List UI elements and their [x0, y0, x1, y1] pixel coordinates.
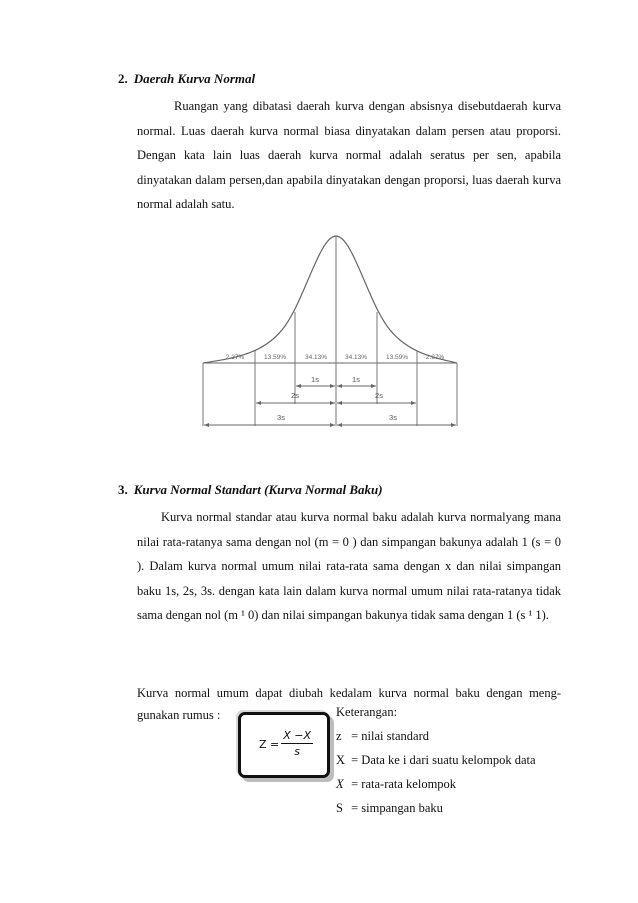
- s-label-right-2s: 2s: [375, 391, 383, 400]
- keterangan-title: Keterangan:: [336, 705, 398, 719]
- keterangan-desc: = Data ke i dari suatu kelompok data: [351, 753, 536, 767]
- sigma-vertical-lines: [203, 236, 457, 426]
- normal-curve-figure: [195, 226, 465, 436]
- pct-label: 2.27%: [225, 354, 245, 361]
- s-label-left-1s: 1s: [311, 375, 319, 384]
- section-3-paragraph-2: Kurva normal umum dapat diubah kedalam kurva normal baku dengan meng-gunakan rumus :: [137, 686, 561, 722]
- formula-numerator: X −X: [283, 729, 312, 742]
- section-2-paragraph: Ruangan yang dibatasi daerah kurva dengan absisnya disebutdaerah kurva normal. Luas daerah kurva normal biasa dinyatakan dalam persen atau proporsi. Dengan kata lain luas daerah kurva normal adalah seratus per sen, apabila dinyatakan dalam persen,dan apabila dinyatakan dengan proporsi, luas daerah kurva normal adalah satu.: [137, 99, 561, 211]
- keterangan-symbol: S: [336, 801, 343, 815]
- section-3-body: [137, 505, 561, 628]
- pct-label: 34.13%: [304, 354, 328, 361]
- keterangan-item: [336, 748, 536, 772]
- formula-lhs: Z =: [259, 737, 280, 751]
- keterangan-desc: = nilai standard: [351, 729, 429, 743]
- pct-label: 13.59%: [385, 354, 409, 361]
- formula-box: [238, 712, 330, 778]
- arrow-heads: [204, 384, 456, 427]
- pct-label: 13.59%: [263, 354, 287, 361]
- section-2-number: 2.: [118, 71, 128, 86]
- keterangan-item: [336, 724, 536, 748]
- pct-label: 2.27%: [425, 354, 445, 361]
- s-label-left-2s: 2s: [291, 391, 299, 400]
- keterangan-item: [336, 796, 536, 820]
- section-3-title: Kurva Normal Standart (Kurva Normal Baku): [133, 482, 383, 497]
- formula-fraction: [281, 729, 313, 759]
- section-2-body: [137, 94, 561, 217]
- keterangan-desc: = simpangan baku: [351, 801, 443, 815]
- percentage-labels: [226, 354, 445, 361]
- section-2-heading: [118, 71, 255, 87]
- section-2-title: Daerah Kurva Normal: [133, 71, 256, 86]
- keterangan-symbol: z: [336, 729, 342, 743]
- formula-denominator: s: [294, 745, 301, 758]
- keterangan-desc: = rata-rata kelompok: [351, 777, 457, 791]
- normal-curve: [203, 236, 457, 363]
- z-score-formula: [259, 729, 313, 759]
- section-3-paragraph: Kurva normal standar atau kurva normal baku adalah kurva normalyang mana nilai rata-ratanya sama dengan nol (m = 0 ) dan simpangan bakunya adalah 1 (s = 0 ). Dalam kurva normal umum nilai rata-rata sama dengan x dan nilai simpangan baku 1s, 2s, 3s. dengan kata lain dalam kurva normal umum nilai rata-ratanya tidak sama dengan nol (m ¹ 0) dan nilai simpangan bakunya tidak sama dengan 1 (s ¹ 1).: [137, 510, 561, 622]
- pct-label: 34.13%: [344, 354, 368, 361]
- keterangan-item: [336, 772, 536, 796]
- s-label-right-1s: 1s: [352, 375, 360, 384]
- s-label-left-3s: 3s: [277, 413, 285, 422]
- keterangan-symbol: X: [336, 777, 344, 791]
- keterangan-symbol: X: [336, 753, 346, 767]
- section-3-heading: [118, 482, 383, 498]
- s-label-right-3s: 3s: [389, 413, 397, 422]
- keterangan-legend: [336, 700, 536, 820]
- s-arrows: [204, 386, 456, 425]
- section-3-number: 3.: [118, 482, 128, 497]
